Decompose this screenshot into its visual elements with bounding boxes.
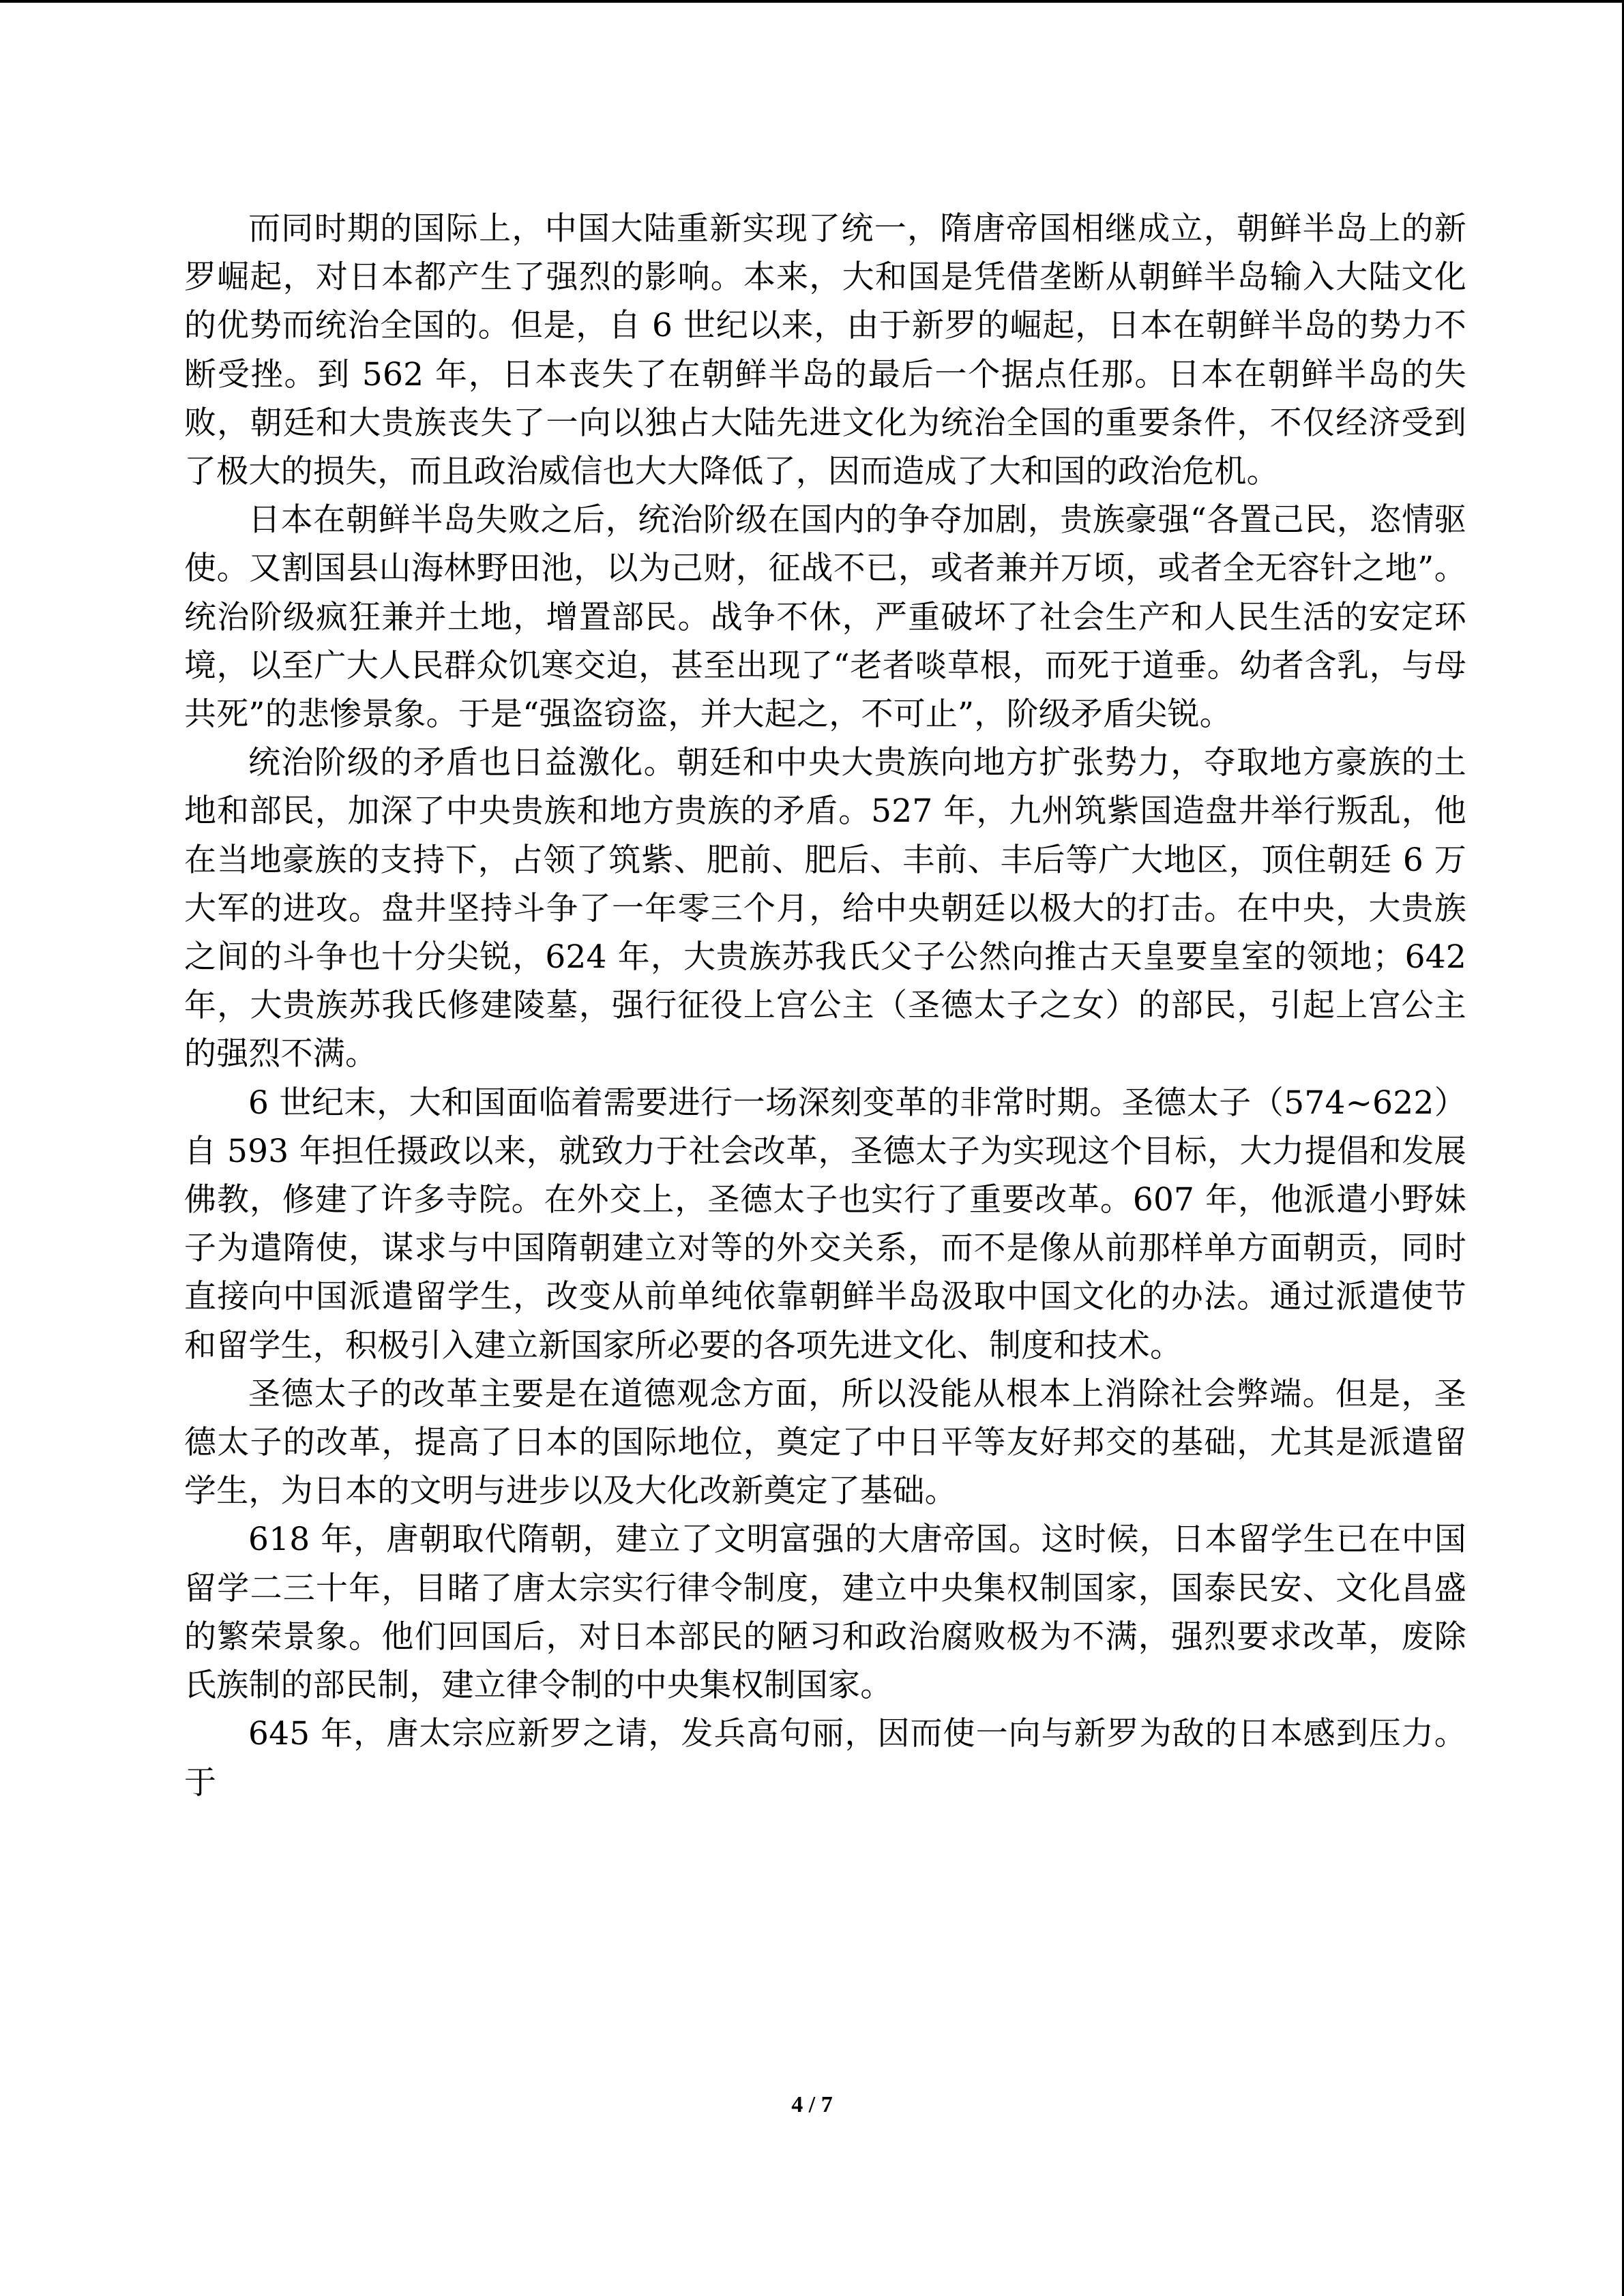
- page-number: 4 / 7: [791, 2092, 833, 2117]
- paragraph-6: 618 年，唐朝取代隋朝，建立了文明富强的大唐帝国。这时候，日本留学生已在中国留学二三十年，目睹了唐太宗实行律令制度，建立中央集权制国家，国泰民安、文化昌盛的繁荣景象。他们回国后，对日本部民的陋习和政治腐败极为不满，强烈要求改革，废除氏族制的部民制，建立律令制的中央集权制国家。: [184, 1521, 1466, 1705]
- paragraph-1: 而同时期的国际上，中国大陆重新实现了统一，隋唐帝国相继成立，朝鲜半岛上的新罗崛起，对日本都产生了强烈的影响。本来，大和国是凭借垄断从朝鲜半岛输入大陆文化的优势而统治全国的。但是，自 6 世纪以来，由于新罗的崛起，日本在朝鲜半岛的势力不断受挫。到 562 年，日本丧失了在朝鲜半岛的最后一个据点任那。日本在朝鲜半岛的失败，朝廷和大贵族丧失了一向以独占大陆先进文化为统治全国的重要条件，不仅经济受到了极大的损失，而且政治威信也大大降低了，因而造成了大和国的政治危机。: [184, 210, 1466, 491]
- paragraph-3: 统治阶级的矛盾也日益激化。朝廷和中央大贵族向地方扩张势力，夺取地方豪族的土地和部民，加深了中央贵族和地方贵族的矛盾。527 年，九州筑紫国造盘井举行叛乱，他在当地豪族的支持下，占领了筑紫、肥前、肥后、丰前、丰后等广大地区，顶住朝廷 6 万大军的进攻。盘井坚持斗争了一年零三个月，给中央朝廷以极大的打击。在中央，大贵族之间的斗争也十分尖锐，624 年，大贵族苏我氏父子公然向推古天皇要皇室的领地；642 年，大贵族苏我氏修建陵墓，强行征役上宫公主（圣德太子之女）的部民，引起上宫公主的强烈不满。: [184, 744, 1466, 1073]
- paragraph-2: 日本在朝鲜半岛失败之后，统治阶级在国内的争夺加剧，贵族豪强“各置己民，恣情驱使。又割国县山海林野田池，以为己财，征战不已，或者兼并万顷，或者全无容针之地”。统治阶级疯狂兼并土地，增置部民。战争不休，严重破坏了社会生产和人民生活的安定环境，以至广大人民群众饥寒交迫，甚至出现了“老者啖草根，而死于道垂。幼者含乳，与母共死”的悲惨景象。于是“强盗窃盗，并大起之，不可止”，阶级矛盾尖锐。: [184, 501, 1466, 734]
- paragraph-5: 圣德太子的改革主要是在道德观念方面，所以没能从根本上消除社会弊端。但是，圣德太子的改革，提高了日本的国际地位，奠定了中日平等友好邦交的基础，尤其是派遣留学生，为日本的文明与进步以及大化改新奠定了基础。: [184, 1375, 1466, 1510]
- top-border-line: [0, 0, 1624, 3]
- document-body: [184, 205, 1466, 1807]
- paragraph-7: 645 年，唐太宗应新罗之请，发兵高句丽，因而使一向与新罗为敌的日本感到压力。于: [184, 1715, 1466, 1802]
- paragraph-4: 6 世纪末，大和国面临着需要进行一场深刻变革的非常时期。圣德太子（574~622）自 593 年担任摄政以来，就致力于社会改革，圣德太子为实现这个目标，大力提倡和发展佛教，修建了许多寺院。在外交上，圣德太子也实行了重要改革。607 年，他派遣小野妹子为遣隋使，谋求与中国隋朝建立对等的外交关系，而不是像从前那样单方面朝贡，同时直接向中国派遣留学生，改变从前单纯依靠朝鲜半岛汲取中国文化的办法。通过派遣使节和留学生，积极引入建立新国家所必要的各项先进文化、制度和技术。: [184, 1084, 1466, 1365]
